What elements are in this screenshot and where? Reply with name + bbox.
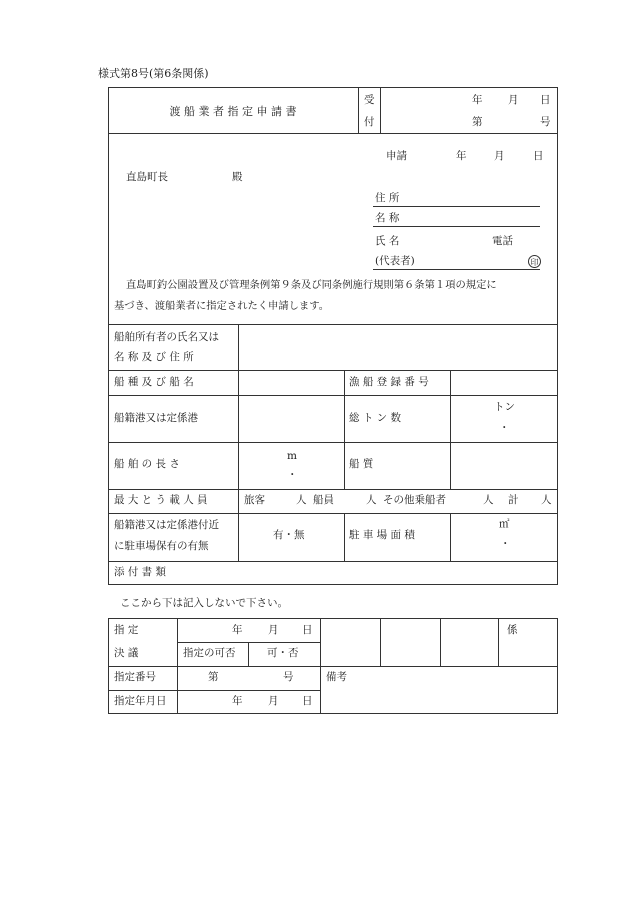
fishing-reg-label: 漁 船 登 録 番 号	[349, 376, 429, 388]
receipt-year: 年	[472, 94, 483, 106]
designation-month: 月	[268, 695, 279, 707]
receipt-dai: 第	[472, 116, 483, 128]
total-nin: 人	[541, 494, 552, 506]
application-body-line1: 直島町釣公園設置及び管理条例第９条及び同条例施行規則第６条第１項の規定に	[126, 279, 497, 291]
designation-day: 日	[302, 695, 313, 707]
application-day: 日	[533, 150, 544, 162]
receipt-month: 月	[508, 94, 519, 106]
applicant-name-label: 名 称	[375, 212, 400, 224]
length-dot: ・	[287, 469, 298, 481]
addressee-dono: 殿	[232, 171, 243, 183]
receipt-label-tsuke: 付	[364, 116, 375, 128]
ton-dot: ・	[499, 422, 510, 434]
applicant-person-label: 氏 名	[375, 235, 400, 247]
form-number-label: 様式第8号(第6条関係)	[98, 67, 209, 80]
addressee: 直島町長	[126, 171, 168, 183]
office-day: 日	[302, 624, 313, 636]
gross-ton-label: 総 ト ン 数	[349, 412, 402, 424]
ketsugi-label: 決 議	[114, 647, 139, 659]
remarks-label: 備考	[326, 671, 347, 683]
office-year: 年	[232, 624, 243, 636]
shitei-label: 指 定	[114, 624, 139, 636]
designation-number-go: 号	[283, 671, 294, 683]
designation-number-label: 指定番号	[114, 671, 156, 683]
ship-type-label: 船 種 及 び 船 名	[114, 376, 194, 388]
passengers-nin: 人	[296, 494, 307, 506]
designation-date-label: 指定年月日	[114, 695, 167, 707]
ship-length-label: 船 舶 の 長 さ	[114, 458, 180, 470]
applicant-phone-label: 電話	[492, 235, 513, 247]
other-label: その他乗船者	[383, 494, 446, 506]
applicant-rep-label: (代表者)	[375, 255, 415, 267]
total-label: 計	[508, 494, 519, 506]
approval-value: 可・否	[267, 647, 299, 659]
applicant-address-label: 住 所	[375, 192, 400, 204]
crew-label: 船員	[313, 494, 334, 506]
designation-number-dai: 第	[208, 671, 219, 683]
office-month: 月	[268, 624, 279, 636]
passengers-label: 旅客	[244, 494, 265, 506]
parking-area-label: 駐 車 場 面 積	[349, 529, 415, 541]
home-port-label: 船籍港又は定係港	[114, 412, 198, 424]
application-shinsei: 申請	[386, 150, 407, 162]
sqm-unit: ㎡	[499, 518, 510, 530]
seal-mark: 印	[528, 255, 541, 268]
application-year: 年	[456, 150, 467, 162]
office-use-instruction: ここから下は記入しないで下さい。	[120, 597, 288, 609]
receipt-go: 号	[540, 116, 551, 128]
other-nin: 人	[483, 494, 494, 506]
approval-label: 指定の可否	[183, 647, 236, 659]
area-dot: ・	[500, 538, 511, 550]
m-unit: m	[287, 450, 297, 462]
crew-nin: 人	[366, 494, 377, 506]
owner-label-line2: 名 称 及 び 住 所	[114, 351, 194, 363]
owner-label-line1: 船舶所有者の氏名又は	[114, 331, 219, 343]
parking-label-line2: に駐車場保有の有無	[114, 540, 209, 552]
ton-unit: トン	[494, 401, 515, 413]
attachments-label: 添 付 書 類	[114, 566, 167, 578]
receipt-day: 日	[540, 94, 551, 106]
parking-label-line1: 船籍港又は定係港付近	[114, 519, 219, 531]
receipt-label-uke: 受	[364, 94, 375, 106]
material-label: 船 質	[349, 458, 374, 470]
kakari-label: 係	[507, 624, 518, 636]
form-title: 渡 船 業 者 指 定 申 請 書	[169, 105, 297, 118]
max-capacity-label: 最 大 と う 載 人 員	[114, 494, 208, 506]
parking-umu: 有・無	[273, 529, 305, 541]
designation-year: 年	[232, 695, 243, 707]
application-body-line2: 基づき、渡船業者に指定されたく申請します。	[114, 300, 329, 312]
application-month: 月	[494, 150, 505, 162]
